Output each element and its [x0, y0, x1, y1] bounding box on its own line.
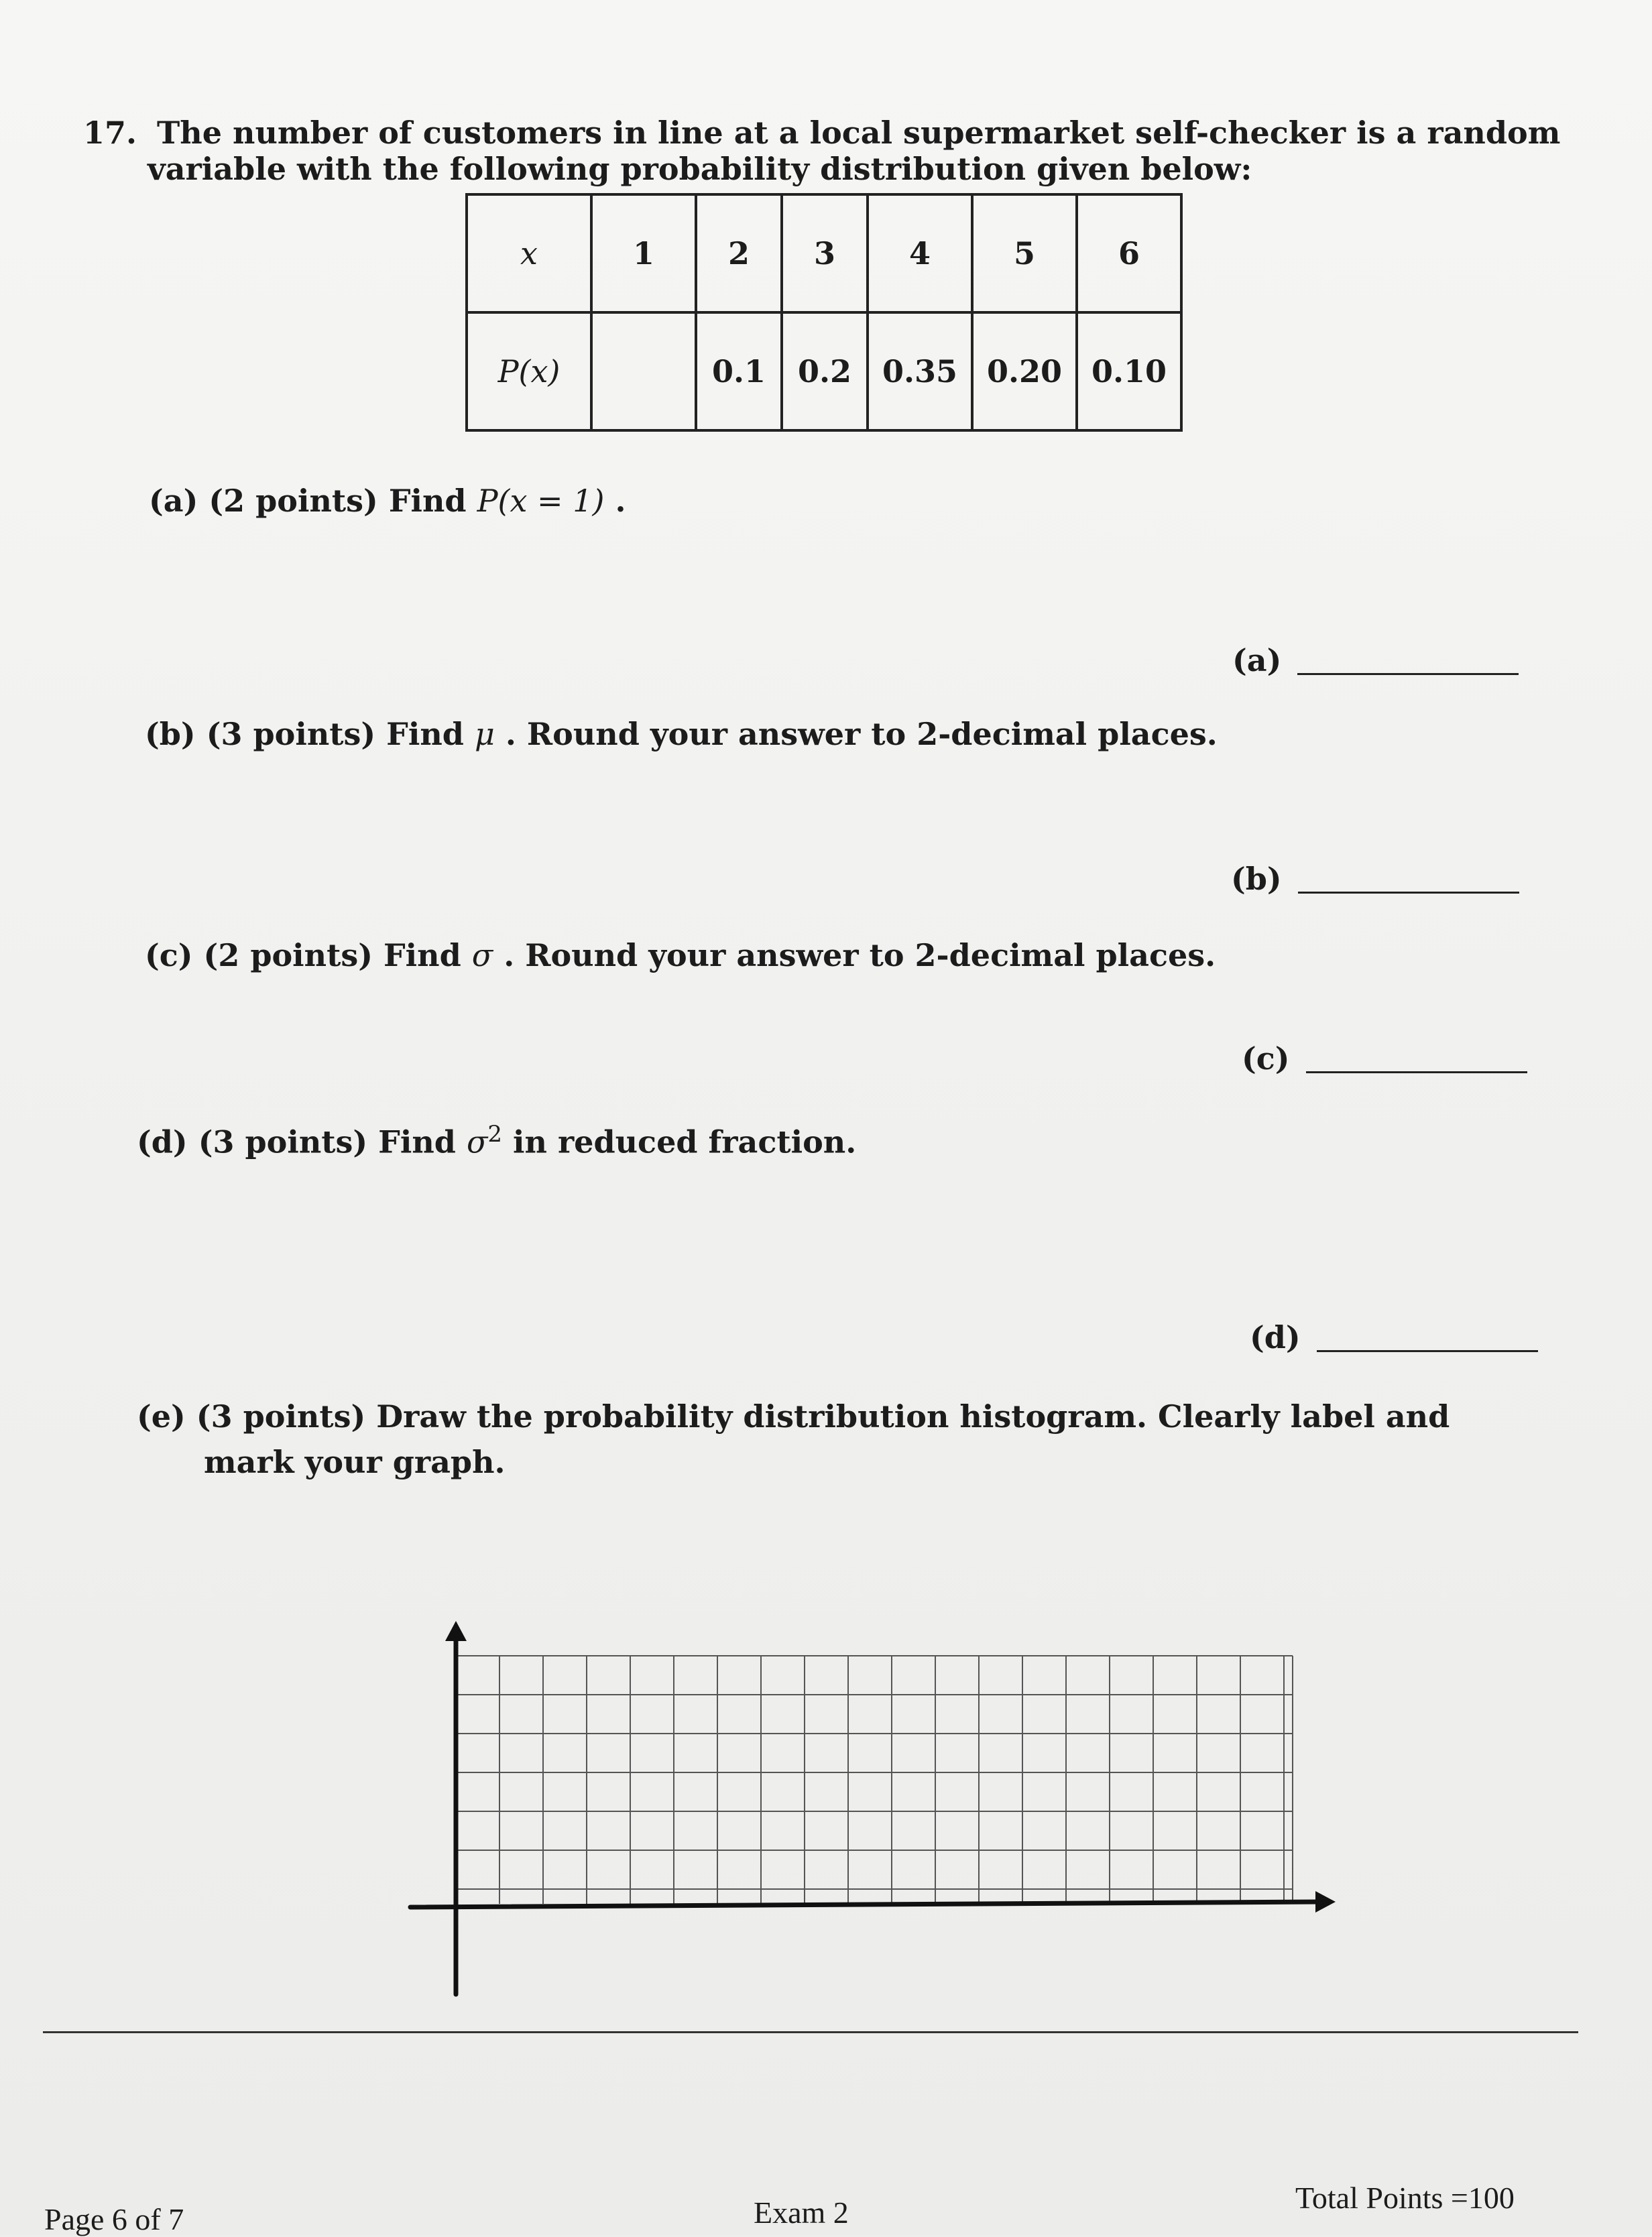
x-value-3: 3 — [782, 194, 868, 312]
part-d-tail: in reduced fraction. — [502, 1124, 857, 1160]
question-text-1: The number of customers in line at a local supermarket self-checker is a random — [157, 115, 1561, 151]
answer-b — [1231, 861, 1519, 897]
p-value-1 — [591, 312, 696, 430]
question-line-2: variable with the following probability distribution given below: — [148, 151, 1252, 187]
p-value-3: 0.2 — [782, 312, 868, 430]
part-a — [149, 483, 626, 519]
exam-name: Exam 2 — [754, 2195, 849, 2230]
p-row — [467, 312, 1181, 430]
total-points: Total Points =100 — [1295, 2181, 1515, 2215]
histogram-grid[interactable] — [375, 1609, 1354, 2011]
p-value-5: 0.20 — [972, 312, 1077, 430]
p-header: P(x) — [467, 312, 591, 430]
answer-a-blank[interactable] — [1297, 673, 1519, 675]
bottom-rule — [43, 2031, 1578, 2033]
question-number: 17. — [83, 115, 137, 151]
part-c-symbol: σ — [471, 937, 493, 973]
x-row — [467, 194, 1181, 312]
x-value-6: 6 — [1077, 194, 1181, 312]
x-value-1: 1 — [591, 194, 696, 312]
part-c — [145, 937, 1216, 973]
p-value-6: 0.10 — [1077, 312, 1181, 430]
part-c-label: (c) (2 points) Find — [145, 937, 461, 973]
answer-a — [1232, 642, 1519, 678]
p-value-4: 0.35 — [868, 312, 972, 430]
probability-table — [465, 193, 1183, 432]
part-b — [145, 716, 1218, 752]
answer-d-label: (d) — [1250, 1319, 1301, 1355]
y-axis-arrowhead — [445, 1621, 467, 1641]
part-d-symbol: σ — [466, 1124, 488, 1160]
part-c-tail: . Round your answer to 2-decimal places. — [493, 937, 1216, 973]
p-value-2: 0.1 — [696, 312, 782, 430]
x-header: x — [467, 194, 591, 312]
page-number: Page 6 of 7 — [44, 2202, 184, 2236]
x-axis-arrowhead — [1315, 1891, 1336, 1913]
part-b-tail: . Round your answer to 2-decimal places. — [494, 716, 1218, 752]
part-e-line-1: (e) (3 points) Draw the probability distribution histogram. Clearly label and — [137, 1398, 1450, 1435]
answer-d — [1250, 1319, 1538, 1355]
part-e-line-2: mark your graph. — [204, 1444, 506, 1480]
part-d — [137, 1121, 856, 1160]
part-a-label: (a) (2 points) Find — [149, 483, 467, 519]
part-d-label: (d) (3 points) Find — [137, 1124, 456, 1160]
question-line-1 — [83, 113, 1560, 153]
part-a-tail: . — [604, 483, 626, 519]
x-value-2: 2 — [696, 194, 782, 312]
x-value-5: 5 — [972, 194, 1077, 312]
answer-c-blank[interactable] — [1306, 1071, 1527, 1073]
answer-c — [1242, 1040, 1527, 1077]
answer-b-label: (b) — [1231, 861, 1282, 897]
part-a-expr: P(x = 1) — [477, 483, 605, 519]
answer-b-blank[interactable] — [1298, 892, 1519, 894]
x-value-4: 4 — [868, 194, 972, 312]
part-b-label: (b) (3 points) Find — [145, 716, 464, 752]
part-d-sup: 2 — [487, 1121, 502, 1148]
answer-c-label: (c) — [1242, 1040, 1290, 1077]
answer-a-label: (a) — [1232, 642, 1282, 678]
part-b-symbol: μ — [474, 716, 495, 752]
answer-d-blank[interactable] — [1317, 1350, 1538, 1352]
